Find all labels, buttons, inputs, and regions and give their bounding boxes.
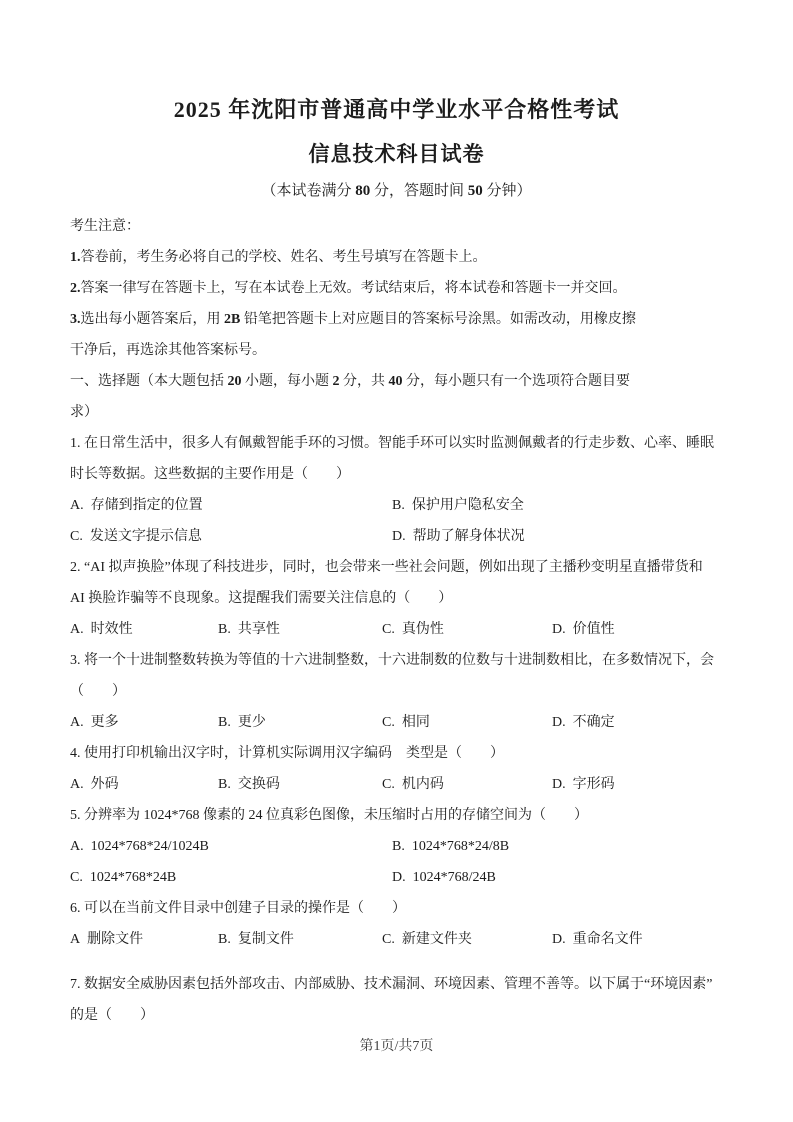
option-label: C. [70, 870, 83, 885]
option-label: C. [382, 932, 395, 947]
question-stem: （ ） [70, 684, 126, 699]
option-label: D. [552, 932, 566, 947]
question-block-5 [70, 800, 723, 893]
option-label: C. [382, 777, 395, 792]
exam-title: 2025 年沈阳市普通高中学业水平合格性考试 [173, 97, 620, 122]
question-block-4 [70, 738, 723, 800]
option-text: 发送文字提示信息 [89, 529, 202, 544]
option-a [70, 614, 218, 645]
question-stem: 的是（ ） [70, 1008, 154, 1023]
question-block-3 [70, 645, 723, 738]
notice-item-3-line-2: 干净后，再选涂其他答案标号。 [70, 343, 266, 358]
document-body [70, 211, 723, 1062]
option-text: 真伪性 [401, 622, 444, 637]
question-stem: 4. 使用打印机输出汉字时，计算机实际调用汉字编码 类型是（ ） [70, 746, 504, 761]
option-a [70, 490, 392, 521]
option-c [70, 521, 392, 552]
option-label: A [70, 932, 81, 947]
option-b [218, 614, 382, 645]
option-a [70, 831, 392, 862]
notices-heading: 考生注意： [70, 219, 140, 234]
option-text: 更多 [90, 715, 119, 730]
option-text: 帮助了解身体状况 [412, 529, 525, 544]
option-label: C. [382, 715, 395, 730]
question-stem: 6. 可以在当前文件目录中创建子目录的操作是（ ） [70, 901, 406, 916]
option-label: D. [552, 622, 566, 637]
question-stem: AI 换脸诈骗等不良现象。这提醒我们需要关注信息的（ ） [70, 591, 453, 606]
option-c [382, 614, 552, 645]
option-grid [70, 769, 723, 800]
option-a [70, 707, 218, 738]
option-text: 新建文件夹 [401, 932, 472, 947]
option-b [392, 831, 723, 862]
question-block-1 [70, 428, 723, 552]
option-label: A. [70, 622, 84, 637]
option-text: 复制文件 [237, 932, 294, 947]
option-b [218, 769, 382, 800]
option-text: 不确定 [572, 715, 615, 730]
option-d [552, 924, 723, 955]
option-text: 相同 [401, 715, 430, 730]
option-a [70, 924, 218, 955]
option-grid [70, 614, 723, 645]
option-label: B. [218, 777, 231, 792]
option-label: C. [70, 529, 83, 544]
option-grid [70, 924, 723, 955]
option-d [392, 862, 723, 893]
option-text: 字形码 [572, 777, 615, 792]
option-c [70, 862, 392, 893]
option-text: 1024*768*24B [89, 870, 177, 885]
question-stem: 1. 在日常生活中，很多人有佩戴智能手环的习惯。智能手环可以实时监测佩戴者的行走步数、心率、睡眠 [70, 436, 714, 451]
option-c [382, 924, 552, 955]
option-b [218, 707, 382, 738]
option-label: D. [392, 870, 406, 885]
option-label: A. [70, 777, 84, 792]
option-d [552, 614, 723, 645]
option-label: A. [70, 715, 84, 730]
notice-item-2: 2.答案一律写在答题卡上，写在本试卷上无效。考试结束后，将本试卷和答题卡一并交回。 [70, 281, 627, 296]
section-heading-line-1: 一、选择题（本大题包括 20 小题，每小题 2 分，共 40 分，每小题只有一个选项符合题目要 [70, 374, 630, 389]
question-block-6 [70, 893, 723, 955]
option-label: B. [218, 932, 231, 947]
option-label: D. [392, 529, 406, 544]
option-text: 外码 [90, 777, 119, 792]
option-label: B. [392, 839, 405, 854]
option-text: 价值性 [572, 622, 615, 637]
option-text: 机内码 [401, 777, 444, 792]
option-d [552, 769, 723, 800]
option-b [218, 924, 382, 955]
option-text: 1024*768/24B [412, 870, 496, 885]
question-block-7 [70, 969, 723, 1031]
option-c [382, 769, 552, 800]
option-grid [70, 831, 723, 893]
notice-item-1: 1.答卷前，考生务必将自己的学校、姓名、考生号填写在答题卡上。 [70, 250, 487, 265]
option-label: B. [218, 715, 231, 730]
question-stem: 2. “AI 拟声换脸”体现了科技进步，同时，也会带来一些社会问题，例如出现了主播秒变明星直播带货和 [70, 560, 703, 575]
option-text: 时效性 [90, 622, 133, 637]
option-a [70, 769, 218, 800]
question-stem: 3. 将一个十进制整数转换为等值的十六进制整数，十六进制数的位数与十进制数相比，在多数情况下，会 [70, 653, 714, 668]
option-text: 删除文件 [87, 932, 144, 947]
option-d [552, 707, 723, 738]
question-stem: 时长等数据。这些数据的主要作用是（ ） [70, 467, 350, 482]
question-stem: 7. 数据安全威胁因素包括外部攻击、内部威胁、技术漏洞、环境因素、管理不善等。以下属于“环境因素” [70, 977, 713, 992]
page-footer: 第1页/共7页 [359, 1039, 434, 1054]
question-block-2 [70, 552, 723, 645]
option-label: D. [552, 715, 566, 730]
notice-item-3-line-1: 3.选出每小题答案后，用 2B 铅笔把答题卡上对应题目的答案标号涂黑。如需改动，用橡皮擦 [70, 312, 636, 327]
section-heading-line-2: 求） [70, 405, 98, 420]
option-c [382, 707, 552, 738]
option-label: A. [70, 839, 84, 854]
option-d [392, 521, 723, 552]
option-text: 共享性 [237, 622, 280, 637]
option-label: C. [382, 622, 395, 637]
option-grid [70, 490, 723, 552]
question-stem: 5. 分辨率为 1024*768 像素的 24 位真彩色图像，未压缩时占用的存储空间为（ ） [70, 808, 588, 823]
option-text: 交换码 [237, 777, 280, 792]
option-text: 1024*768*24/8B [411, 839, 510, 854]
option-text: 更少 [237, 715, 266, 730]
exam-subtitle: 信息技术科目试卷 [308, 142, 485, 166]
option-b [392, 490, 723, 521]
option-text: 1024*768*24/1024B [90, 839, 209, 854]
option-label: A. [70, 498, 84, 513]
option-text: 存储到指定的位置 [90, 498, 203, 513]
option-label: D. [552, 777, 566, 792]
option-text: 重命名文件 [572, 932, 643, 947]
option-grid [70, 707, 723, 738]
option-label: B. [392, 498, 405, 513]
option-text: 保护用户隐私安全 [411, 498, 524, 513]
exam-info: （本试卷满分 80 分，答题时间 50 分钟） [261, 183, 532, 199]
option-label: B. [218, 622, 231, 637]
